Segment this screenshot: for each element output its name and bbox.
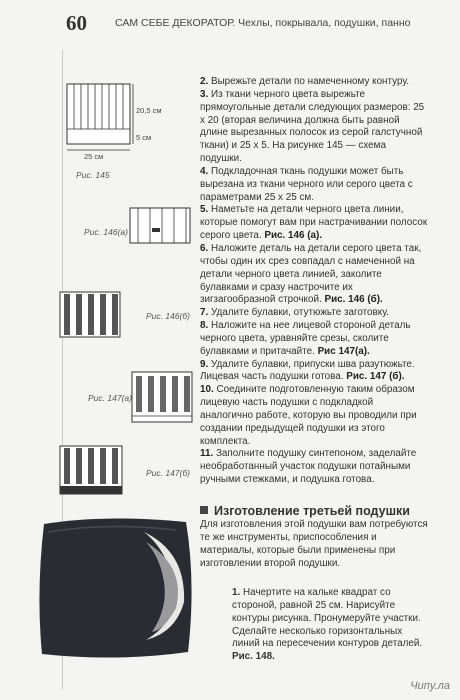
step-item: 2. Вырежьте детали по намеченному контуру. [200, 76, 410, 87]
fig147b-caption: Рис. 147(б) [146, 468, 190, 478]
step-item: 10. Соедините подготовленную таким образом лицевую часть подушки с подкладкой аналогично работе, которую вы проводили при создании предыдущей подушки из этого комплекта. [200, 384, 417, 447]
fig146a-caption: Рис. 146(а) [84, 227, 128, 237]
figure-146a [130, 208, 200, 250]
section-intro: Для изготовления этой подушки вам потребуются те же инструменты, приспособления и материалы, которые были применены при изготовлении второй подушки. [200, 519, 428, 569]
step-item: 6. Наложите деталь на детали серого цвета так, чтобы один их срез совпадал с намеченной на детали черного цвета линией, заколите булавками и сразу настрочите их зигзагообразной строчкой. Рис. 146 (б). [200, 242, 422, 306]
step-item: 9. Удалите булавки, припуски шва разутюжьте. Лицевая часть подушки готова. Рис. 147 (б). [200, 358, 415, 383]
figure-145 [60, 84, 170, 164]
page-number: 60 [66, 11, 87, 35]
step-item: 4. Подкладочная ткань подушки может быть вырезана из ткани черного или серого цвета с параметрами 25 х 25 см. [200, 165, 413, 203]
watermark: Чипу.ла [410, 680, 450, 692]
figure-147a [132, 372, 202, 427]
section-heading: Изготовление третьей подушки [200, 504, 440, 518]
fig145-height-label: 20,5 см [136, 106, 162, 115]
steps-text [200, 76, 428, 487]
step-item: 7. Удалите булавки, отутюжьте заготовку. [200, 307, 389, 319]
square-bullet-icon [200, 506, 208, 514]
fig146b-caption: Рис. 146(б) [146, 311, 190, 321]
fig147a-caption: Рис. 147(а) [88, 393, 132, 403]
figure-147b [60, 446, 130, 498]
fig145-strip-label: 5 см [136, 133, 152, 142]
pillow-photo [36, 512, 196, 662]
section-steps [232, 587, 428, 664]
fig145-caption: Рис. 145 [76, 170, 110, 180]
page-header [0, 0, 460, 52]
step-item: 1. Начертите на кальке квадрат со стороной, равной 25 см. Нарисуйте контуры рисунка. Пронумеруйте участки. Сделайте несколько горизонтальных линий на пересечении контуров деталей. Рис. 148. [232, 587, 423, 663]
running-title: САМ СЕБЕ ДЕКОРАТОР. Чехлы, покрывала, подушки, панно [115, 17, 411, 29]
step-item: 3. Из ткани черного цвета вырежьте прямоугольные детали следующих размеров: 25 х 20 (вторая величина должна быть равной длине вырезанных полосок из серой галстучной ткани) и 25 х 5. На рисунке 145 — схема подушки. [200, 88, 425, 165]
step-item: 11. Заполните подушку синтепоном, заделайте необработанный участок подушки потайными ручными стежками, и подушка готова. [200, 448, 417, 486]
fig145-width-label: 25 см [84, 152, 104, 161]
step-item: 5. Наметьте на детали черного цвета линии, которые помогут вам при настрачивании полосок серого цвета. Рис. 146 (а). [200, 204, 428, 242]
figure-146b [60, 292, 130, 342]
step-item: 8. Наложите на нее лицевой стороной деталь черного цвета, уравняйте срезы, сколите булавками и притачайте. Рис 147(а). [200, 320, 411, 357]
